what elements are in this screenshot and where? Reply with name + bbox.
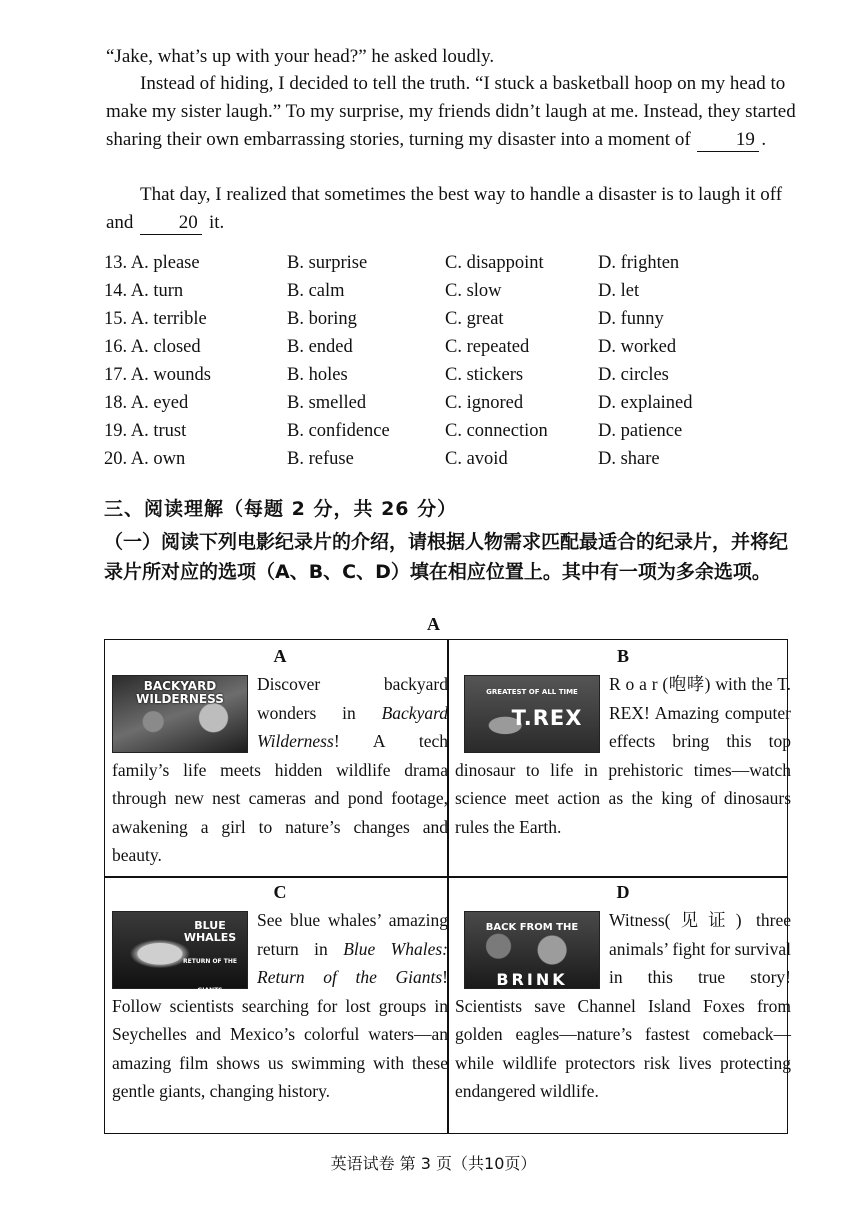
story-paragraph-3-text: That day, I realized that sometimes the best way to handle a disaster is to laugh it off and [106,184,783,233]
thumbnail-title: BRINK [496,970,568,989]
option-row [104,253,804,281]
option-b: B. refuse [287,449,354,469]
cloze-options [104,253,804,477]
option-row [104,449,804,477]
option-b: B. smelled [287,393,367,413]
option-c: C. disappoint [445,253,544,273]
card-a-film-title: Backyard Wilderness [257,702,448,751]
option-b: B. holes [287,365,348,385]
blank-20: 20 [140,212,202,235]
option-c: C. ignored [445,393,524,413]
card-c [112,880,448,1106]
option-row [104,421,804,449]
card-c-text-1: See blue whales’ amazing return in [257,910,448,959]
documentary-thumbnail-a [112,675,248,753]
option-c: C. avoid [445,449,508,469]
card-d [455,880,791,1106]
option-d: D. worked [598,337,677,357]
option-b: B. ended [287,337,353,357]
story-line-1-text: “Jake, what’s up with your head?” he asked loudly. [106,46,495,67]
option-a: 13. A. please [104,253,200,273]
option-row [104,309,804,337]
card-c-film-title: Blue Whales: Return of the Giants [257,938,448,987]
option-row [104,281,804,309]
option-a: 15. A. terrible [104,309,207,329]
option-d: D. share [598,449,660,469]
table-label: A [427,614,440,634]
option-d: D. explained [598,393,693,413]
thumbnail-subtitle: GREATEST OF ALL TIME [486,688,578,696]
option-c: C. repeated [445,337,530,357]
card-a [112,644,448,870]
card-c-text-2: ! Follow scientists searching for lost groups in Seychelles and Mexico’s colorful waters—an amazing film shows us swimming with these gentle giants, changing history. [112,967,448,1101]
option-d: D. patience [598,421,683,441]
card-letter: D [616,882,630,902]
page-footer: 英语试卷 第 3 页（共10页） [330,1154,537,1173]
thumbnail-subtitle: BACK FROM THE [485,922,579,933]
blank-19: 19 [697,129,759,152]
story-paragraph-2-text: Instead of hiding, I decided to tell the truth. “I stuck a basketball hoop on my head to make my sister laugh.” To my surprise, my friends didn’t laugh at me. Instead, they started sharing their own embarrassing stories, turning my disaster into a moment of [106,73,796,150]
option-a: 14. A. turn [104,281,184,301]
option-d: D. let [598,281,640,301]
card-a-text-1: Discover backyard wonders in [257,674,448,723]
option-d: D. circles [598,365,669,385]
option-c: C. stickers [445,365,524,385]
thumbnail-title: BACKYARD WILDERNESS [136,679,224,706]
section-instruction-text: （一）阅读下列电影纪录片的介绍，请根据人物需求匹配最适合的纪录片，并将纪录片所对应的选项（A、B、C、D）填在相应位置上。其中有一项为多余选项。 [104,531,789,583]
story-paragraph-2 [106,70,796,154]
option-b: B. boring [287,309,357,329]
card-a-text-2: ! A tech family’s life meets hidden wildlife drama through new nest cameras and pond footage, awakening a girl to nature’s changes and beauty. [112,731,448,865]
card-letter: A [273,646,287,666]
option-a: 17. A. wounds [104,365,211,385]
story-paragraph-3 [106,181,796,237]
option-c: C. great [445,309,504,329]
option-a: 19. A. trust [104,421,187,441]
story-paragraph-2-end: . [761,129,767,150]
grid-divider-horizontal [105,876,787,878]
documentary-thumbnail-c [112,911,248,994]
option-a: 20. A. own [104,449,186,469]
option-c: C. connection [445,421,548,441]
card-b-text: R o a r (咆哮) with the T. REX! Amazing computer effects bring this top dinosaur to life in prehistoric times—watch science meet action as the king of dinosaurs rules the Earth. [455,674,791,837]
option-d: D. funny [598,309,664,329]
option-row [104,393,804,421]
thumbnail-title: T.REX [511,706,583,730]
section-instruction [104,527,794,587]
card-letter: B [616,646,629,666]
option-a: 16. A. closed [104,337,201,357]
thumbnail-title: BLUE WHALES [183,919,237,944]
section-title: 三、阅读理解（每题 2 分，共 26 分） [104,498,458,520]
option-c: C. slow [445,281,502,301]
option-b: B. calm [287,281,345,301]
option-b: B. surprise [287,253,368,273]
option-row [104,337,804,365]
card-b [455,644,791,841]
card-d-text: Witness(见证) three animals’ fight for survival in this true story! Scientists save Channel Island Foxes from golden eagles—nature’s fastest comeback—while wildlife protectors risk lives protecting endangered wildlife. [455,910,791,1101]
documentary-grid [104,639,791,1134]
documentary-thumbnail-d [464,911,600,989]
story-line-1 [106,43,796,71]
card-letter: C [273,882,287,902]
option-a: 18. A. eyed [104,393,189,413]
thumbnail-subtitle: RETURN OF THE GIANTS [183,958,237,994]
option-row [104,365,804,393]
documentary-thumbnail-b [464,675,600,753]
option-b: B. confidence [287,421,390,441]
story-paragraph-3-end: it. [208,212,225,233]
option-d: D. frighten [598,253,680,273]
